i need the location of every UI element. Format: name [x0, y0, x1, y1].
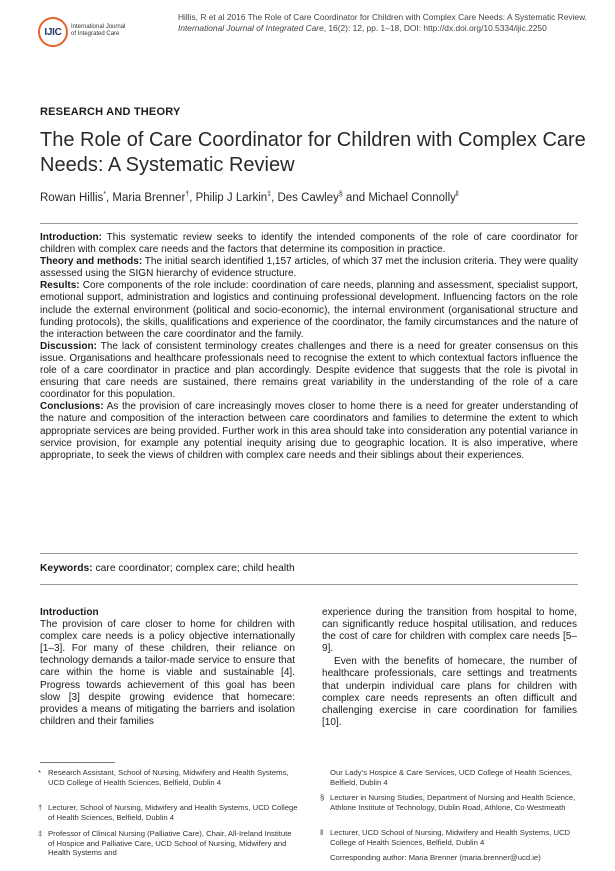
author-3: Philip J Larkin [195, 191, 268, 204]
intro-heading: Introduction [40, 607, 99, 618]
author-list [40, 191, 600, 204]
author-sep-3: , [271, 191, 278, 204]
intro-paragraph-1-continued: experience during the transition from hospital to home, can significantly reduce hospital utilisation, and reduces the cost of care for children with complex care needs [5–9]. [322, 607, 577, 655]
citation-suffix: , 16(2): 12, pp. 1–18, DOI: http://dx.doi.org/10.5334/ijic.2250 [323, 23, 547, 33]
abstract-conclusions-label: Conclusions: [40, 401, 104, 413]
footnote-3-continued [320, 768, 582, 787]
logo-text [71, 24, 141, 38]
footnote-2-mark: † [38, 803, 43, 812]
citation [178, 12, 588, 34]
abstract-discussion-text: The lack of consistent terminology creates challenges and there is a need for greater consensus on this issue. Organisations and healthcare professionals need to recognise the extent to which contextual factors influence the role of a care coordinator in practice and plan accordingly. Despite evidence that suggests that the role is pivotal in ensuring that care needs are sustained, there remains great variability in the understanding of the role of a care coordinator for this population. [40, 340, 578, 401]
body-left-column [40, 607, 295, 728]
logo-badge-icon [38, 17, 68, 47]
abstract-discussion [40, 341, 578, 401]
corresponding-author [320, 853, 582, 863]
abstract-introduction-label: Introduction: [40, 232, 102, 243]
citation-journal: International Journal of Integrated Care [178, 23, 324, 33]
author-3-mark: ‡ [267, 191, 272, 198]
footnote-2-text: Lecturer, School of Nursing, Midwifery and Health Systems, UCD College of Health Sciences, Belfield, Dublin 4 [48, 803, 298, 822]
author-1: Rowan Hillis [40, 191, 104, 204]
logo-text-line-1: International Journal [71, 24, 126, 30]
footnote-4-mark: § [320, 793, 325, 802]
logo-text-line-2: of Integrated Care [71, 31, 120, 37]
footnote-rule [40, 762, 115, 763]
author-sep-4: and [342, 191, 369, 204]
abstract-introduction [40, 232, 578, 256]
abstract-introduction-text: This systematic review seeks to identify the intended components of the role of care coordinator for children with complex care needs and the factors that determine its composition in practice. [40, 232, 578, 256]
keywords-text: care coordinator; complex care; child health [92, 563, 295, 574]
intro-paragraph-1: The provision of care closer to home for children with complex care needs is a policy objective internationally [1–3]. For many of these children, their reliance on technology demands a tailor-made service to ensure that care within the home is viable and sustainable [4]. Progress towards achievement of this goal has been slow [3] despite growing evidence that homecare: provides a means of mitigating the barriers and isolation children and their families [40, 619, 295, 727]
author-sep-2: , [189, 191, 196, 204]
abstract-methods [40, 256, 578, 280]
abstract-conclusions [40, 401, 578, 461]
author-2: Maria Brenner [112, 191, 186, 204]
abstract-methods-label: Theory and methods: [40, 256, 143, 268]
footnote-3-continued-text: Our Lady's Hospice & Care Services, UCD College of Health Sciences, Belfield, Dublin 4 [330, 768, 573, 787]
abstract-results-text: Core components of the role include: coordination of care needs, planning and assessment, specialist support, emotional support, administration and logistics and continuing professional development. Influencing factors on the role include the external environment (political and socio-economic), the internal environment (organisational structure and funding protocols), the skills, qualifications and experience of the coordinator, the family circumstances and the nature of the interaction between the care coordinator and the family. [40, 280, 578, 340]
footnote-1-mark: * [38, 768, 41, 777]
author-5: Michael Connolly [368, 191, 456, 204]
intro-paragraph-2: Even with the benefits of homecare, the number of healthcare professionals, care settings and treatments that underpin individual care plans for children with complex care needs represents an often difficult and challenging exercise in care coordination for families [10]. [322, 656, 577, 728]
footnote-3-mark: ‡ [38, 829, 43, 838]
page-header [38, 12, 588, 52]
author-4: Des Cawley [277, 191, 339, 204]
keywords [40, 563, 295, 574]
keywords-top-rule [40, 553, 578, 554]
keywords-label: Keywords: [40, 563, 93, 574]
author-1-mark: * [103, 191, 107, 198]
author-sep-1: , [106, 191, 113, 204]
logo-badge-text: IJIC [44, 26, 62, 38]
citation-prefix: Hillis, R et al 2016 The Role of Care Coordinator for Children with Complex Care Needs: A Systematic Review. [178, 12, 588, 22]
corresponding-author-text: Corresponding author: Maria Brenner (maria.brenner@ucd.ie) [330, 853, 541, 862]
journal-logo [38, 16, 138, 48]
abstract-results [40, 280, 578, 340]
abstract-top-rule [40, 223, 578, 224]
abstract-results-label: Results: [40, 280, 80, 292]
abstract-conclusions-text: As the provision of care increasingly moves closer to home there is a need for greater understanding of the nature and composition of the interaction between care coordinators and families to determine the extent to which appropriate services are being provided. Further work in this area should take into consideration any potential variance in service provision, for example any potential inequity arising due to geographic location. It is also imperative, where appropriate, to seek the views of children with complex care needs and their siblings about their experiences. [40, 401, 578, 461]
footnote-3 [38, 829, 300, 858]
footnote-4-text: Lecturer in Nursing Studies, Department of Nursing and Health Science, Athlone Institute of Technology, Dublin Road, Athlone, Co Westmeath [330, 793, 576, 812]
footnote-3-text: Professor of Clinical Nursing (Palliative Care), Chair, All-Ireland Institute of Hospice and Palliative Care, UCD School of Nursing, Midwifery and Health Systems and [48, 829, 292, 858]
abstract-discussion-label: Discussion: [40, 340, 97, 352]
footnote-5-text: Lecturer, UCD School of Nursing, Midwifery and Health Systems, UCD College of Health Sciences, Belfield, Dublin 4 [330, 828, 571, 847]
footnote-1 [38, 768, 300, 787]
footnote-5 [320, 828, 582, 847]
abstract [40, 232, 578, 462]
body-right-column [322, 607, 577, 729]
author-4-mark: § [338, 191, 343, 198]
keywords-bottom-rule [40, 584, 578, 585]
abstract-methods-text: The initial search identified 1,157 articles, of which 37 met the inclusion criteria. They were quality assessed using the SIGN hierarchy of evidence structure. [40, 256, 579, 280]
author-5-mark: ǁ [455, 191, 459, 198]
footnote-4 [320, 793, 582, 812]
author-2-mark: † [185, 191, 190, 198]
footnote-5-mark: ǁ [320, 828, 324, 837]
article-title: The Role of Care Coordinator for Children with Complex Care Needs: A Systematic Review [40, 129, 586, 176]
footnote-2 [38, 803, 300, 822]
section-label: RESEARCH AND THEORY [40, 106, 181, 118]
footnote-1-text: Research Assistant, School of Nursing, Midwifery and Health Systems, UCD College of Health Sciences, Belfield, Dublin 4 [48, 768, 289, 787]
